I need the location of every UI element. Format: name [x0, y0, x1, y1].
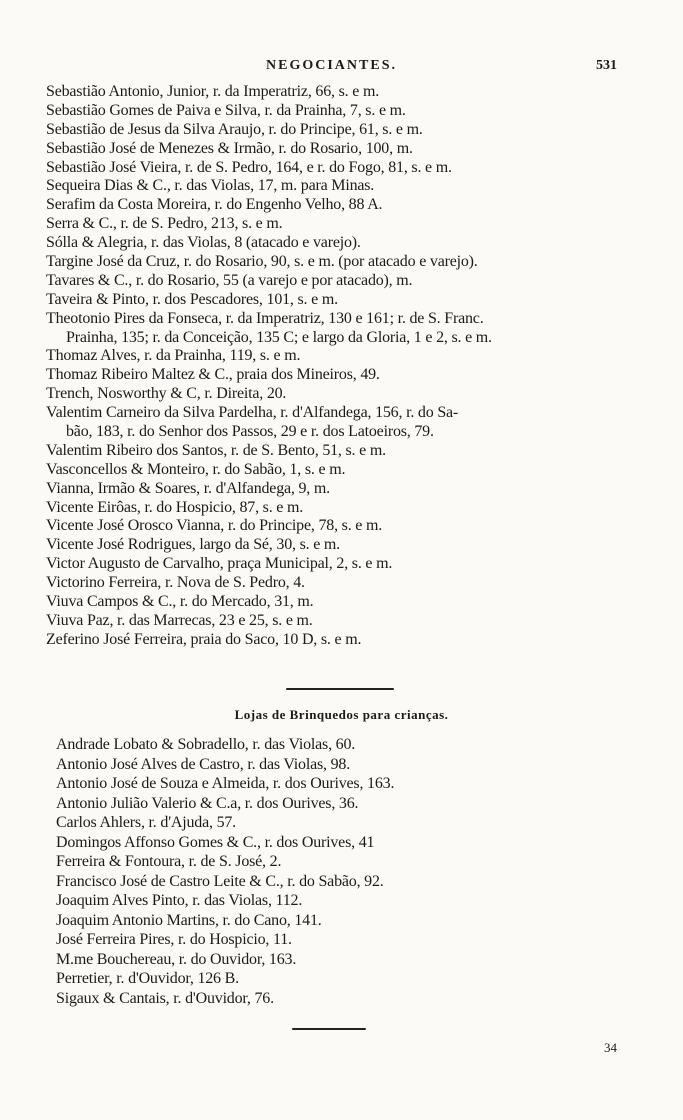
list-item: Ferreira & Fontoura, r. de S. José, 2. — [56, 853, 282, 870]
list-item: Francisco José de Castro Leite & C., r. do Sabão, 92. — [56, 872, 384, 890]
running-head — [46, 58, 617, 78]
list-item: Victorino Ferreira, r. Nova de S. Pedro, 4. — [46, 574, 305, 592]
list-item: Perretier, r. d'Ouvidor, 126 B. — [56, 970, 239, 987]
list-item: Sigaux & Cantais, r. d'Ouvidor, 76. — [56, 989, 274, 1007]
list-item: Zeferino José Ferreira, praia do Saco, 10 D, s. e m. — [46, 630, 362, 648]
list-item: Vicente José Rodrigues, largo da Sé, 30, s. e m. — [46, 536, 340, 554]
list-item: Thomaz Ribeiro Maltez & C., praia dos Mineiros, 49. — [46, 366, 380, 384]
list-item: Antonio José Alves de Castro, r. das Violas, 98. — [56, 755, 351, 773]
list-item: Sebastião José Vieira, r. de S. Pedro, 164, e r. do Fogo, 81, s. e m. — [46, 158, 452, 176]
list-item: Tavares & C., r. do Rosario, 55 (a varejo e por atacado), m. — [46, 271, 413, 289]
toy-shop-list — [0, 735, 683, 1008]
list-item: Sequeira Dias & C., r. das Violas, 17, m. para Minas. — [46, 177, 375, 195]
running-title: NEGOCIANTES. — [266, 58, 397, 73]
list-item: Sólla & Alegria, r. das Violas, 8 (atacado e varejo). — [46, 234, 361, 252]
list-item: Vicente Eirôas, r. do Hospicio, 87, s. e m. — [46, 498, 304, 516]
list-item: Joaquim Alves Pinto, r. das Violas, 112. — [56, 892, 303, 909]
list-item: Sebastião Antonio, Junior, r. da Imperatriz, 66, s. e m. — [46, 83, 379, 100]
list-item: Joaquim Antonio Martins, r. do Cano, 141. — [56, 911, 322, 929]
merchant-list — [0, 83, 683, 650]
section-title: Lojas de Brinquedos para crianças. — [234, 707, 449, 722]
page-number: 531 — [596, 58, 617, 73]
list-item: Valentim Ribeiro dos Santos, r. de S. Bento, 51, s. e m. — [46, 441, 386, 459]
list-item: Victor Augusto de Carvalho, praça Municipal, 2, s. e m. — [46, 555, 393, 573]
list-item: Trench, Nosworthy & C, r. Direita, 20. — [46, 385, 287, 403]
list-item: Andrade Lobato & Sobradello, r. das Violas, 60. — [56, 736, 356, 753]
list-item: Viuva Paz, r. das Marrecas, 23 e 25, s. e m. — [46, 611, 313, 629]
list-item: Valentim Carneiro da Silva Pardelha, r. d'Alfandega, 156, r. do Sa- — [46, 404, 459, 422]
list-item-continuation: Prainha, 135; r. da Conceição, 135 C; e largo da Gloria, 1 e 2, s. e m. — [66, 328, 492, 346]
list-item: Sebastião José de Menezes & Irmão, r. do Rosario, 100, m. — [46, 139, 413, 157]
list-item: Carlos Ahlers, r. d'Ajuda, 57. — [56, 814, 236, 831]
list-item: Vianna, Irmão & Soares, r. d'Alfandega, 9, m. — [46, 479, 330, 497]
list-item: Viuva Campos & C., r. do Mercado, 31, m. — [46, 593, 314, 611]
list-item: Antonio José de Souza e Almeida, r. dos Ourives, 163. — [56, 775, 395, 792]
list-item: Vasconcellos & Monteiro, r. do Sabão, 1, s. e m. — [46, 460, 346, 478]
signature-mark: 34 — [604, 1040, 617, 1055]
list-item: Serra & C., r. de S. Pedro, 213, s. e m. — [46, 215, 283, 233]
list-item: Thomaz Alves, r. da Prainha, 119, s. e m. — [46, 347, 301, 365]
end-divider — [292, 1028, 366, 1030]
list-item: Taveira & Pinto, r. dos Pescadores, 101, s. e m. — [46, 290, 338, 308]
list-item-continuation: bão, 183, r. do Senhor dos Passos, 29 e r. dos Latoeiros, 79. — [66, 423, 434, 441]
list-item: M.me Bouchereau, r. do Ouvidor, 163. — [56, 950, 297, 968]
list-item: Theotonio Pires da Fonseca, r. da Imperatriz, 130 e 161; r. de S. Franc. — [46, 309, 484, 327]
section-divider — [286, 688, 394, 690]
list-item: Targine José da Cruz, r. do Rosario, 90, s. e m. (por atacado e varejo). — [46, 253, 478, 271]
list-item: Sebastião de Jesus da Silva Araujo, r. do Principe, 61, s. e m. — [46, 120, 423, 138]
list-item: Serafim da Costa Moreira, r. do Engenho Velho, 88 A. — [46, 196, 383, 214]
list-item: Antonio Julião Valerio & C.a, r. dos Ourives, 36. — [56, 794, 359, 812]
list-item: José Ferreira Pires, r. do Hospicio, 11. — [56, 931, 292, 948]
list-item: Vicente José Orosco Vianna, r. do Principe, 78, s. e m. — [46, 517, 383, 535]
list-item: Sebastião Gomes de Paiva e Silva, r. da Prainha, 7, s. e m. — [46, 101, 406, 119]
list-item: Domingos Affonso Gomes & C., r. dos Ourives, 41 — [56, 833, 375, 851]
